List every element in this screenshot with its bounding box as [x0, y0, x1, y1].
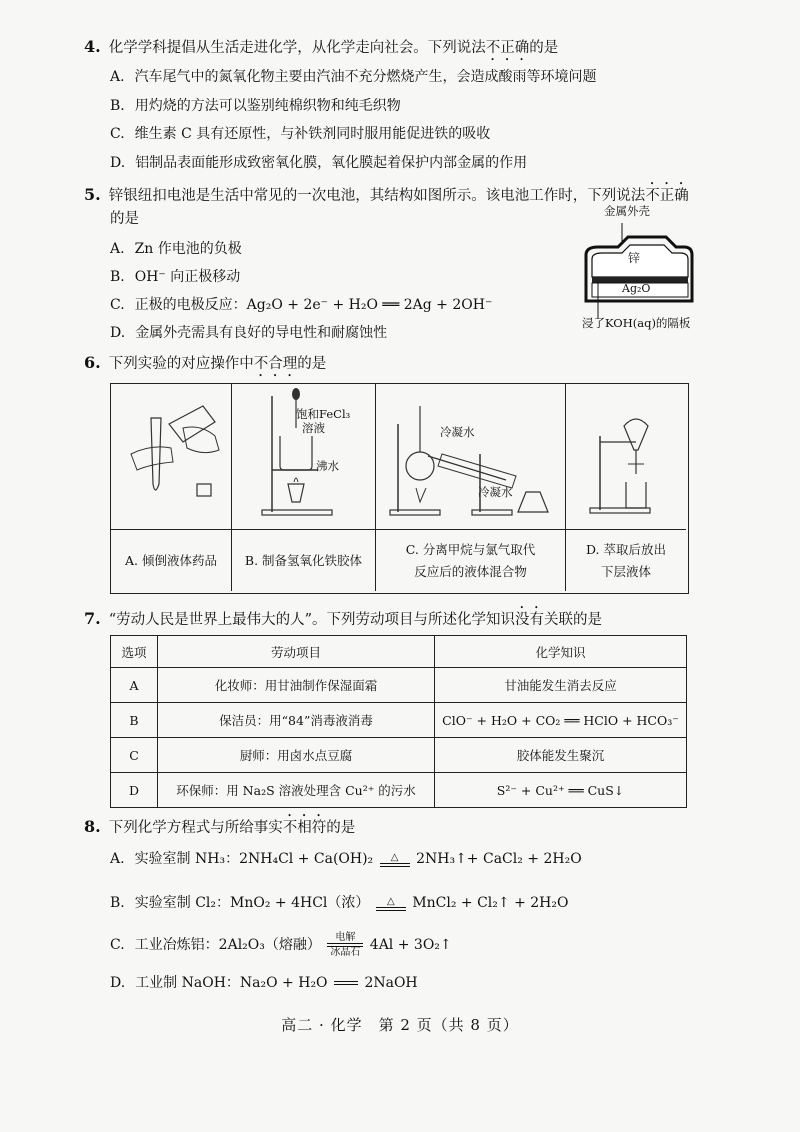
q5-stem: 5. 锌银纽扣电池是生活中常见的一次电池，其结构如图所示。该电池工作时，下列说法不正确: [84, 185, 689, 204]
reaction-arrow: △: [380, 852, 410, 867]
q8-option-d: D. 工业制 NaOH：Na₂O + H₂O 2NaOH: [110, 975, 418, 991]
reaction-arrow: 电解 冰晶石: [327, 932, 363, 958]
page-footer: 高二 · 化学 第 2 页（共 8 页）: [281, 1016, 519, 1034]
q5-option-c: C. 正极的电极反应：Ag₂O + 2e⁻ + H₂O ══ 2Ag + 2OH⁻: [110, 297, 493, 313]
q4-option-c: C. 维生素 C 具有还原性，与补铁剂同时服用能促进铁的吸收: [110, 126, 491, 142]
q5-option-b: B. OH⁻ 向正极移动: [110, 269, 241, 285]
pour-liquid-icon: [111, 384, 231, 529]
q5-stem-line2: 的是: [110, 211, 139, 227]
reaction-arrow: [334, 981, 358, 985]
q4-option-d: D. 铝制品表面能形成致密氧化膜，氧化膜起着保护内部金属的作用: [110, 155, 528, 171]
boiling-water-label: 沸水: [316, 459, 339, 473]
table-row: D 环保师：用 Na₂S 溶液处理含 Cu²⁺ 的污水 S²⁻ + Cu²⁺ ══ CuS↓: [111, 773, 687, 808]
experiment-a-caption: A. 倾倒液体药品: [111, 530, 232, 591]
experiment-c-caption: C. 分离甲烷与氯气取代 反应后的液体混合物: [376, 530, 566, 591]
reaction-arrow: △: [376, 896, 406, 911]
header-option: 选项: [111, 636, 158, 668]
fecl3-label: 饱和FeCl₃: [296, 407, 351, 421]
condenser-in-label: 冷凝水: [440, 425, 475, 439]
condenser-out-label: 冷凝水: [478, 485, 513, 499]
experiment-a-figure: [111, 384, 232, 530]
shell-label: 金属外壳: [604, 204, 650, 218]
table-row: C 厨师：用卤水点豆腐 胶体能发生聚沉: [111, 738, 687, 773]
header-chem-knowledge: 化学知识: [435, 636, 687, 668]
experiment-c-figure: [376, 384, 566, 530]
experiment-d-caption: D. 萃取后放出 下层液体: [585, 541, 667, 579]
distillation-icon: [376, 384, 566, 529]
q8-stem: 8. 下列化学方程式与所给事实不相符的是: [84, 817, 356, 836]
header-labour-item: 劳动项目: [158, 636, 435, 668]
q8-option-a: A. 实验室制 NH₃：2NH₄Cl + Ca(OH)₂ △ 2NH₃↑+ CaCl₂ + 2H₂O: [110, 851, 582, 867]
q8-option-c: C. 工业冶炼铝：2Al₂O₃（熔融） 电解 冰晶石 4Al + 3O₂↑: [110, 932, 452, 958]
experiment-b-caption: B. 制备氢氧化铁胶体: [232, 530, 376, 591]
separatory-funnel-icon: [566, 384, 686, 529]
q4-option-a: A. 汽车尾气中的氮氧化物主要由汽油不充分燃烧产生，会造成酸雨等环境问题: [110, 69, 597, 85]
q4-stem: 4. 化学学科提倡从生活走进化学，从化学走向社会。下列说法不正确的是: [84, 37, 559, 56]
q4-option-b: B. 用灼烧的方法可以鉴别纯棉织物和纯毛织物: [110, 98, 401, 114]
q6-stem: 6. 下列实验的对应操作中不合理的是: [84, 353, 327, 372]
table-row: A 化妆师：用甘油制作保湿面霜 甘油能发生消去反应: [111, 668, 687, 703]
labour-table: [110, 635, 687, 808]
ag2o-label: Ag₂O: [622, 282, 651, 295]
q5-option-a: A. Zn 作电池的负极: [110, 241, 242, 257]
heating-beaker-icon: [232, 384, 376, 529]
experiment-d-figure: [566, 384, 686, 530]
q5-option-d: D. 金属外壳需具有良好的导电性和耐腐蚀性: [110, 325, 388, 341]
q8-option-b: B. 实验室制 Cl₂：MnO₂ + 4HCl（浓） △ MnCl₂ + Cl₂↑ + 2H₂O: [110, 895, 569, 911]
experiment-b-figure: [232, 384, 376, 530]
table-row: B 保洁员：用“84”消毒液消毒 ClO⁻ + H₂O + CO₂ ══ HClO + HCO₃⁻: [111, 703, 687, 738]
experiment-table: [110, 383, 689, 594]
table-header-row: [111, 636, 687, 668]
q7-stem: 7. “劳动人民是世界上最伟大的人”。下列劳动项目与所述化学知识没有关联的是: [84, 609, 603, 628]
solution-label: 溶液: [302, 421, 325, 435]
zinc-label: 锌: [628, 251, 641, 265]
separator-label: 浸了KOH(aq)的隔板: [582, 316, 691, 330]
battery-diagram: [578, 219, 698, 329]
battery-figure: [578, 205, 698, 330]
